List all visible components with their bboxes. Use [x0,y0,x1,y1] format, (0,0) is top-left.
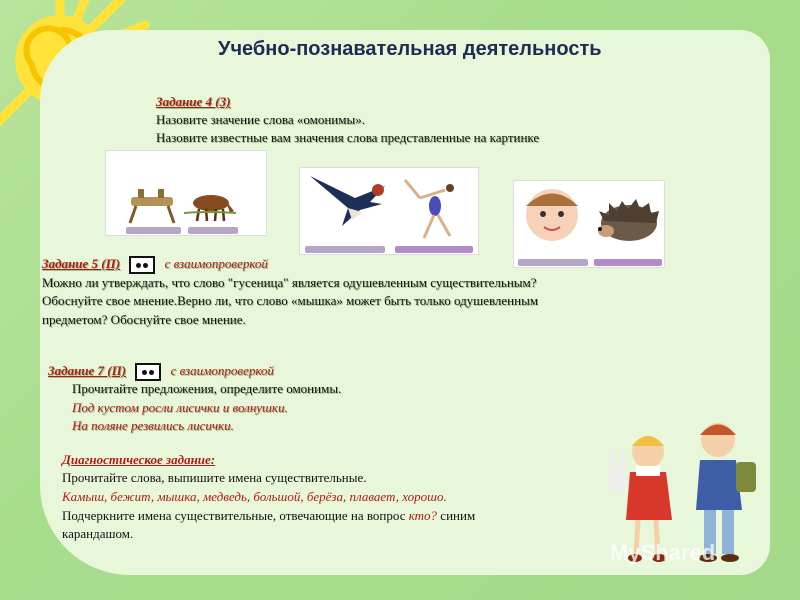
pair-work-icon [135,363,161,381]
horse-illustration-icon [106,151,266,235]
diagnostic-line4: карандашом. [62,526,134,541]
task7-note: с взаимопроверкой [170,363,274,378]
task5-line3: предметом? Обоснуйте свое мнение. [42,312,246,327]
task7-line3: На поляне резвились лисички. [72,418,234,433]
face-hedgehog-illustration-icon [514,181,664,267]
task7-heading-row [48,363,274,381]
diagnostic-heading: Диагностическое задание: [62,452,216,467]
task5-line2: Обоснуйте свое мнение.Верно ли, что слово «мышка» может быть только одушевленным [42,293,539,308]
picture-hedgehog [513,180,665,268]
diagnostic-line3-row [62,508,475,524]
page-title: Учебно-познавательная деятельность [218,38,602,60]
watermark: MyShared [610,540,716,565]
task4-line1: Назовите значение слова «омонимы». [156,112,365,127]
task7-line1: Прочитайте предложения, определите омонимы. [72,381,342,396]
task7-heading: Задание 7 (П) [48,363,127,378]
swallow-illustration-icon [300,168,478,254]
picture-swallow [299,167,479,255]
diagnostic-line3-question: кто? [408,508,438,523]
diagnostic-line3-prefix: Подчеркните имена существительные, отвечающие на вопрос [62,508,406,523]
task5-heading: Задание 5 (П) [42,256,121,271]
picture-horse [105,150,267,236]
task5-heading-row [42,256,268,274]
task5-line1: Можно ли утверждать, что слово "гусеница" является одушевленным существительным? [42,275,537,290]
task4-heading: Задание 4 (З) [156,94,231,109]
diagnostic-line2: Камыш, бежит, мышка, медведь, большой, берёза, плавает, хорошо. [62,489,447,504]
pair-work-icon [129,256,155,274]
task4-line2: Назовите известные вам значения слова представленные на картинке [156,130,540,145]
diagnostic-line3-suffix: синим [440,508,476,523]
task5-note: с взаимопроверкой [164,256,268,271]
task7-line2: Под кустом росли лисички и волнушки. [72,400,288,415]
diagnostic-line1: Прочитайте слова, выпишите имена существительные. [62,470,367,485]
